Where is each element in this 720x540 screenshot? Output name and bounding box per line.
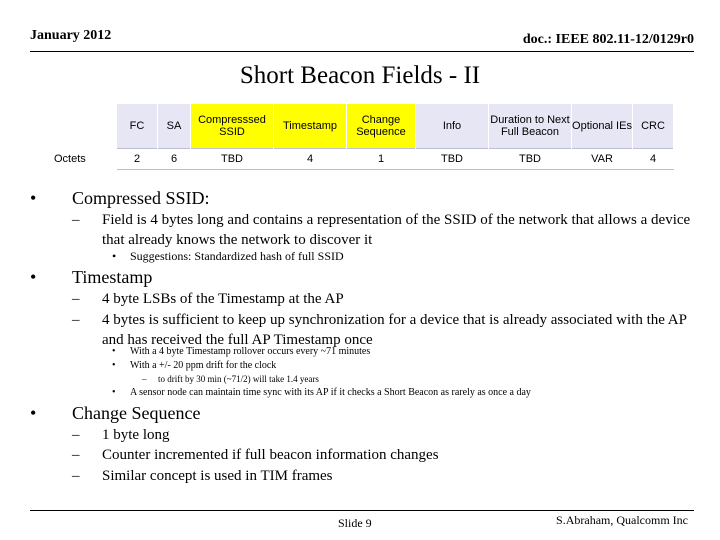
octets-info: TBD bbox=[416, 149, 489, 170]
field-name-timestamp: Timestamp bbox=[274, 104, 347, 149]
field-name-duration: Duration to Next Full Beacon bbox=[489, 104, 572, 149]
field-name-label-cell bbox=[54, 104, 117, 149]
field-name-change-sequence: Change Sequence bbox=[347, 104, 416, 149]
bullet-dot-icon: • bbox=[112, 249, 117, 263]
bullet-timestamp bbox=[30, 267, 152, 288]
sub-timestamp-2 bbox=[72, 310, 692, 350]
octets-optional-ies: VAR bbox=[572, 149, 633, 170]
bullet-compressed-ssid bbox=[30, 188, 210, 209]
sub-timestamp-1 bbox=[72, 289, 692, 309]
slide-title: Short Beacon Fields - II bbox=[239, 62, 481, 89]
heading-change-sequence: Change Sequence bbox=[72, 403, 201, 423]
octets-change-sequence: 1 bbox=[347, 149, 416, 170]
octets-duration: TBD bbox=[489, 149, 572, 170]
text-timestamp-sensor: A sensor node can maintain time sync with its AP if it checks a Short Beacon as rarely as once a day bbox=[130, 387, 531, 398]
footer-rule bbox=[30, 510, 694, 511]
octets-row bbox=[54, 149, 674, 170]
dash-icon: – bbox=[72, 312, 80, 328]
sub-compressed-ssid-1 bbox=[72, 210, 692, 250]
bullet-dot-icon: • bbox=[30, 188, 37, 208]
field-name-info: Info bbox=[416, 104, 489, 149]
field-name-row bbox=[54, 104, 674, 149]
text-timestamp-drift: With a +/- 20 ppm drift for the clock bbox=[130, 360, 277, 371]
bullet-change-sequence bbox=[30, 403, 200, 424]
bullet-dot-icon: • bbox=[112, 346, 116, 357]
field-name-sa: SA bbox=[158, 104, 191, 149]
text-timestamp-drift-years: to drift by 30 min (~71/2) will take 1.4 years bbox=[158, 374, 319, 384]
octets-timestamp: 4 bbox=[274, 149, 347, 170]
heading-timestamp: Timestamp bbox=[72, 267, 153, 287]
sub-timestamp-2-3 bbox=[112, 387, 531, 398]
header-date: January 2012 bbox=[30, 28, 112, 43]
sub-timestamp-2-1 bbox=[112, 346, 370, 357]
bullet-dot-icon: • bbox=[112, 387, 116, 398]
text-timestamp-1: 4 byte LSBs of the Timestamp at the AP bbox=[102, 291, 344, 307]
sub-change-sequence-2 bbox=[72, 445, 692, 465]
text-change-sequence-2: Counter incremented if full beacon information changes bbox=[102, 447, 439, 463]
dash-icon: – bbox=[72, 468, 80, 484]
text-change-sequence-1: 1 byte long bbox=[102, 427, 170, 443]
octets-label: Octets bbox=[54, 149, 117, 170]
dash-icon: – bbox=[72, 447, 80, 463]
bullet-dot-icon: • bbox=[30, 403, 37, 423]
dash-icon: – bbox=[72, 291, 80, 307]
sub-compressed-ssid-1-1 bbox=[112, 249, 344, 264]
heading-compressed-ssid: Compressed SSID: bbox=[72, 188, 210, 208]
field-name-optional-ies: Optional IEs bbox=[572, 104, 633, 149]
slide-number: Slide 9 bbox=[338, 516, 372, 530]
header-doc-id: doc.: IEEE 802.11-12/0129r0 bbox=[522, 32, 694, 47]
text-change-sequence-3: Similar concept is used in TIM frames bbox=[102, 468, 333, 484]
dash-icon: – bbox=[72, 427, 80, 443]
field-table bbox=[54, 104, 674, 170]
octets-sa: 6 bbox=[158, 149, 191, 170]
field-name-crc: CRC bbox=[633, 104, 674, 149]
dash-icon: – bbox=[72, 212, 80, 228]
sub-timestamp-2-2-1 bbox=[142, 374, 319, 384]
sub-change-sequence-3 bbox=[72, 466, 692, 486]
footer-author: S.Abraham, Qualcomm Inc bbox=[556, 513, 688, 527]
octets-crc: 4 bbox=[633, 149, 674, 170]
text-timestamp-rollover: With a 4 byte Timestamp rollover occurs every ~71 minutes bbox=[130, 346, 371, 357]
text-timestamp-2: 4 bytes is sufficient to keep up synchronization for a device that is already associated with the AP and has received the full AP Timestamp once bbox=[102, 312, 687, 348]
field-name-fc: FC bbox=[117, 104, 158, 149]
text-compressed-ssid-1: Field is 4 bytes long and contains a representation of the SSID of the network that allows a device that already knows the network to discover it bbox=[102, 212, 691, 248]
octets-fc: 2 bbox=[117, 149, 158, 170]
sub-change-sequence-1 bbox=[72, 425, 692, 445]
field-name-compressed-ssid: Compresssed SSID bbox=[191, 104, 274, 149]
sub-timestamp-2-2 bbox=[112, 360, 276, 371]
bullet-dot-icon: • bbox=[112, 360, 116, 371]
dash-icon: – bbox=[142, 374, 147, 384]
text-compressed-ssid-suggestion: Suggestions: Standardized hash of full SSID bbox=[130, 249, 344, 263]
bullet-dot-icon: • bbox=[30, 267, 37, 287]
octets-compressed-ssid: TBD bbox=[191, 149, 274, 170]
header-rule bbox=[30, 51, 694, 52]
